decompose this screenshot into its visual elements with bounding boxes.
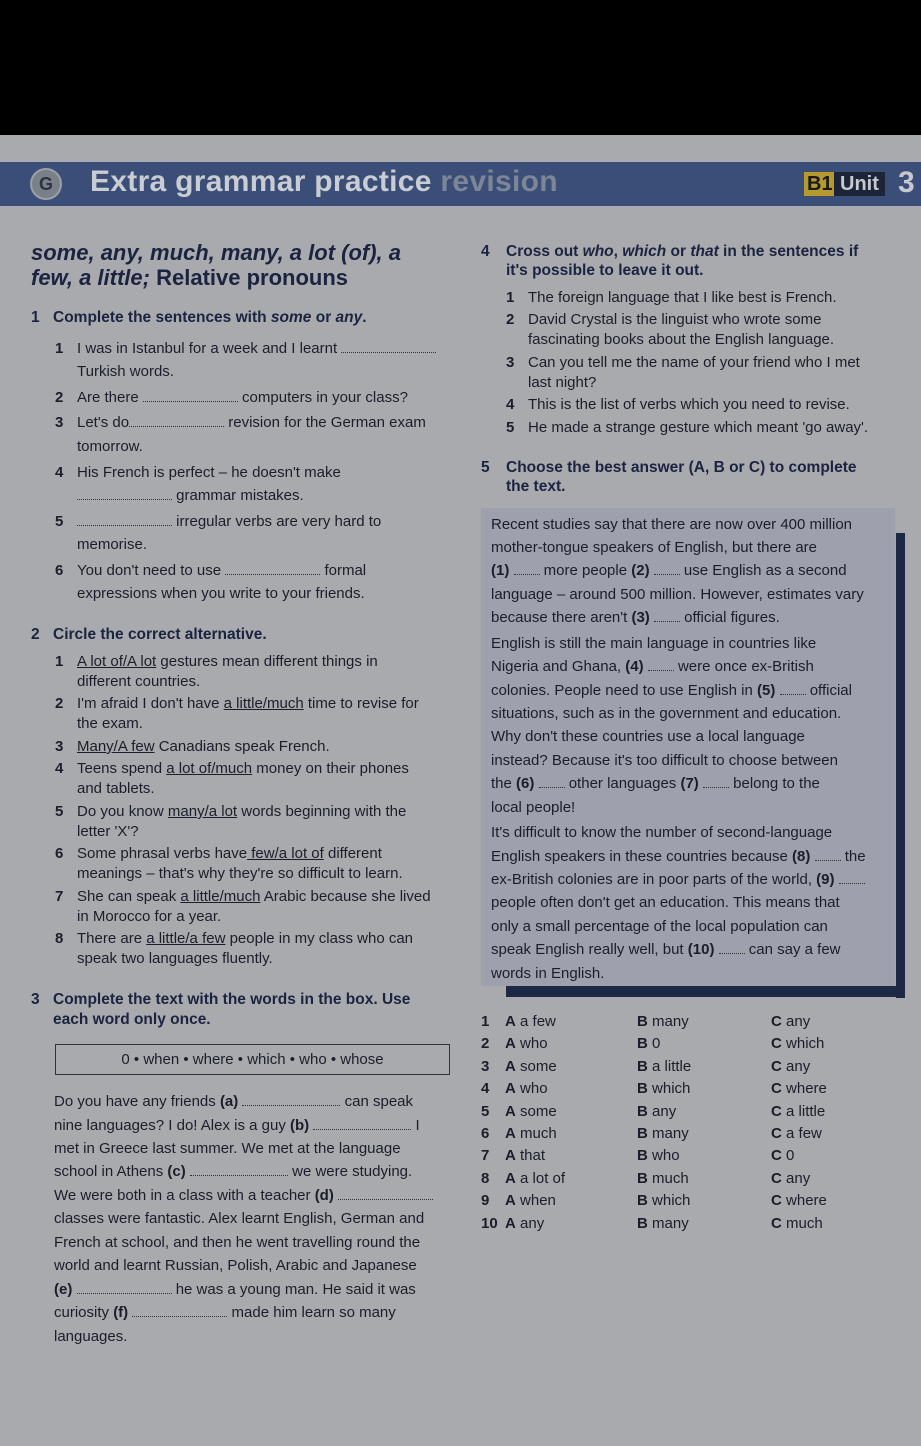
text-line: English is still the main language in countries like: [491, 635, 817, 652]
ex4-item: 3 Can you tell me the name of your friend who I met: [506, 354, 860, 371]
option-c[interactable]: C a little: [771, 1103, 826, 1120]
ex2-item-cont: meanings – that's why they're so difficult to learn.: [77, 865, 403, 882]
text-line: speak English really well, but (10) can say a few: [491, 941, 841, 958]
ex4-item: 2 David Crystal is the linguist who wrote some: [506, 311, 822, 328]
alternative-choice[interactable]: few/a lot of: [247, 845, 324, 862]
option-c[interactable]: C any: [771, 1013, 811, 1030]
answer-blank[interactable]: [143, 389, 238, 402]
option-a[interactable]: A when: [505, 1192, 556, 1209]
answer-number: 4: [481, 1080, 490, 1097]
alternative-choice[interactable]: a little/much: [180, 888, 261, 905]
ex3-line: French at school, and then he went travelling round the: [54, 1234, 421, 1251]
word-box: 0 • when • where • which • who • whose: [55, 1044, 450, 1075]
ex2-item: 5 Do you know many/a lot words beginning with the: [55, 803, 407, 820]
ex1-item: 5 irregular verbs are very hard to: [55, 513, 382, 530]
ex2-item: 8 There are a little/a few people in my class who can: [55, 930, 414, 947]
alternative-choice[interactable]: A lot of/A lot: [77, 653, 157, 670]
option-b[interactable]: B 0: [637, 1035, 661, 1052]
option-b[interactable]: B any: [637, 1103, 677, 1120]
ex4-item: 4 This is the list of verbs which you need to revise.: [506, 396, 850, 413]
text-line: ex-British colonies are in poor parts of the world, (9): [491, 870, 865, 890]
ex3-line: Do you have any friends (a) can speak: [54, 1093, 414, 1110]
text-line: mother-tongue speakers of English, but there are: [491, 539, 818, 556]
header-band: [0, 162, 921, 206]
answer-number: 8: [481, 1170, 490, 1187]
ex2-item-cont: speak two languages fluently.: [77, 950, 273, 967]
ex5-title-cont: the text.: [506, 478, 566, 495]
option-a[interactable]: A much: [505, 1125, 557, 1142]
text-line: the (6) other languages (7) belong to the: [491, 775, 820, 792]
ex3-line: school in Athens (c) we were studying.: [54, 1163, 413, 1180]
option-b[interactable]: B which: [637, 1080, 691, 1097]
ex2-item: 7 She can speak a little/much Arabic because she lived: [55, 888, 431, 905]
ex1-item: 3 Let's do revision for the German exam: [55, 414, 426, 431]
text-line: people often don't get an education. This means that: [491, 894, 840, 911]
option-c[interactable]: C any: [771, 1058, 811, 1075]
unit-badge: Unit: [834, 172, 885, 196]
answer-blank[interactable]: [719, 941, 745, 954]
text-line: because there aren't (3) official figures.: [491, 609, 780, 626]
text-line: Why don't these countries use a local language: [491, 728, 805, 745]
answer-blank[interactable]: [341, 340, 436, 353]
ex2-item-cont: and tablets.: [77, 780, 155, 797]
option-c[interactable]: C 0: [771, 1147, 795, 1164]
ex1-item-cont: expressions when you write to your friends.: [77, 585, 365, 602]
ex4-title: 4 Cross out who, which or that in the sentences if: [481, 243, 859, 260]
option-c[interactable]: C any: [771, 1170, 811, 1187]
ex3-line: curiosity (f) made him learn so many: [54, 1304, 396, 1321]
ex1-item-cont: Turkish words.: [77, 363, 174, 380]
section-title-line2: few, a little; Relative pronouns: [31, 265, 349, 290]
option-a[interactable]: A who: [505, 1080, 548, 1097]
ex2-title: 2 Circle the correct alternative.: [31, 626, 267, 643]
option-b[interactable]: B a little: [637, 1058, 692, 1075]
ex1-title: 1 Complete the sentences with some or any.: [31, 309, 367, 326]
text-line: instead? Because it's too difficult to choose between: [491, 752, 838, 769]
ex4-item-cont: last night?: [528, 374, 597, 391]
answer-number: 3: [481, 1058, 490, 1075]
answer-blank[interactable]: [77, 513, 172, 526]
option-a[interactable]: A that: [505, 1147, 546, 1164]
ex3-line: classes were fantastic. Alex learnt English, German and: [54, 1210, 425, 1227]
ex3-title-cont: each word only once.: [53, 1011, 211, 1028]
option-c[interactable]: C which: [771, 1035, 825, 1052]
option-c[interactable]: C much: [771, 1215, 823, 1232]
option-a[interactable]: A a lot of: [505, 1170, 566, 1187]
alternative-choice[interactable]: Many/A few: [77, 738, 155, 755]
ex1-item: 1 I was in Istanbul for a week and I learnt: [55, 339, 436, 359]
ex2-item: 6 Some phrasal verbs have few/a lot of different: [55, 845, 382, 862]
ex1-item: 4 His French is perfect – he doesn't make: [55, 464, 341, 481]
section-title: some, any, much, many, a lot (of), a: [31, 240, 402, 265]
ex2-item-cont: the exam.: [77, 715, 143, 732]
answer-blank[interactable]: [129, 414, 224, 427]
option-c[interactable]: C a few: [771, 1125, 822, 1142]
text-line: language – around 500 million. However, estimates vary: [491, 586, 864, 603]
answer-blank[interactable]: [815, 848, 841, 861]
ex1-item-cont: memorise.: [77, 536, 148, 553]
option-b[interactable]: B who: [637, 1147, 680, 1164]
answer-blank[interactable]: [190, 1163, 288, 1176]
option-a[interactable]: A any: [505, 1215, 545, 1232]
grammar-icon: G: [30, 168, 62, 200]
level-badge: B1: [804, 172, 836, 196]
option-b[interactable]: B many: [637, 1215, 689, 1232]
answer-number: 1: [481, 1013, 490, 1030]
text-line: colonies. People need to use English in (5) official: [491, 682, 852, 699]
answer-blank[interactable]: [703, 775, 729, 788]
option-a[interactable]: A some: [505, 1058, 557, 1075]
option-c[interactable]: C where: [771, 1192, 827, 1209]
ex3-line: nine languages? I do! Alex is a guy (b) I: [54, 1117, 420, 1134]
answer-blank[interactable]: [225, 562, 320, 575]
ex3-line: met in Greece last summer. We met at the language: [54, 1140, 401, 1157]
answer-blank[interactable]: [313, 1117, 411, 1130]
text-line: words in English.: [491, 965, 605, 982]
text-line: English speakers in these countries because (8) the: [491, 848, 866, 865]
ex1-item: 6 You don't need to use formal: [55, 562, 367, 579]
answer-number: 9: [481, 1192, 490, 1209]
top-black-bar: [0, 0, 921, 135]
ex2-item: 1 A lot of/A lot gestures mean different things in: [55, 653, 378, 670]
page-title: Extra grammar practice revision: [90, 165, 558, 198]
text-line: It's difficult to know the number of second-language: [491, 824, 833, 841]
answer-blank[interactable]: [654, 562, 680, 575]
option-a[interactable]: A a few: [505, 1013, 556, 1030]
ex2-item-cont: different countries.: [77, 673, 201, 690]
option-b[interactable]: B which: [637, 1192, 691, 1209]
option-b[interactable]: B many: [637, 1013, 689, 1030]
ex3-line: (e) he was a young man. He said it was: [54, 1281, 416, 1298]
ex4-item-cont: fascinating books about the English language.: [528, 331, 835, 348]
answer-blank[interactable]: [242, 1093, 340, 1106]
text-line: only a small percentage of the local population can: [491, 918, 828, 935]
alternative-choice[interactable]: a little/much: [223, 695, 304, 712]
text-line: situations, such as in the government and education.: [491, 705, 842, 722]
alternative-choice[interactable]: a lot of/much: [166, 760, 253, 777]
alternative-choice[interactable]: a little/a few: [146, 930, 226, 947]
answer-blank[interactable]: [77, 487, 172, 500]
ex2-item: 2 I'm afraid I don't have a little/much time to revise for: [55, 695, 419, 712]
ex3-title: 3 Complete the text with the words in the box. Use: [31, 991, 411, 1008]
text-line: Recent studies say that there are now over 400 million: [491, 516, 853, 533]
option-a[interactable]: A who: [505, 1035, 548, 1052]
option-b[interactable]: B many: [637, 1125, 689, 1142]
ex5-title: 5 Choose the best answer (A, B or C) to complete: [481, 459, 857, 476]
unit-number: 3: [898, 166, 915, 199]
answer-number: 6: [481, 1125, 490, 1142]
ex2-item: 4 Teens spend a lot of/much money on their phones: [55, 760, 409, 777]
option-a[interactable]: A some: [505, 1103, 557, 1120]
answer-blank[interactable]: [654, 609, 680, 622]
ex1-item-cont: tomorrow.: [77, 438, 143, 455]
answer-blank[interactable]: [839, 871, 865, 884]
ex2-item: 3 Many/A few Canadians speak French.: [55, 738, 330, 755]
option-c[interactable]: C where: [771, 1080, 827, 1097]
text-line: Nigeria and Ghana, (4) were once ex-British: [491, 658, 814, 675]
ex4-item: 5 He made a strange gesture which meant 'go away'.: [506, 419, 869, 436]
text-line: (1) more people (2) use English as a second: [491, 562, 847, 579]
ex3-line: languages.: [54, 1328, 128, 1345]
panel-side-bar: [896, 533, 905, 998]
ex2-item-cont: in Morocco for a year.: [77, 908, 222, 925]
answer-number: 5: [481, 1103, 490, 1120]
answer-blank[interactable]: [780, 682, 806, 695]
ex1-item-cont: grammar mistakes.: [77, 486, 304, 506]
ex4-item: 1 The foreign language that I like best is French.: [506, 289, 837, 306]
answer-number: 2: [481, 1035, 490, 1052]
answer-blank[interactable]: [514, 562, 540, 575]
answer-blank[interactable]: [539, 775, 565, 788]
answer-blank[interactable]: [77, 1281, 172, 1294]
option-b[interactable]: B much: [637, 1170, 689, 1187]
ex1-item: 2 Are there computers in your class?: [55, 389, 408, 406]
alternative-choice[interactable]: many/a lot: [167, 803, 238, 820]
answer-blank[interactable]: [338, 1187, 433, 1200]
panel-bottom-bar: [506, 986, 905, 997]
ex3-line: world and learnt Russian, Polish, Arabic and Japanese: [54, 1257, 417, 1274]
answer-blank[interactable]: [648, 658, 674, 671]
answer-number: 10: [481, 1215, 498, 1232]
ex4-title-cont: it's possible to leave it out.: [506, 262, 704, 279]
ex2-item-cont: letter 'X'?: [77, 823, 139, 840]
answer-blank[interactable]: [132, 1304, 227, 1317]
ex3-line: We were both in a class with a teacher (d): [54, 1186, 433, 1206]
text-line: local people!: [491, 799, 576, 816]
answer-number: 7: [481, 1147, 490, 1164]
